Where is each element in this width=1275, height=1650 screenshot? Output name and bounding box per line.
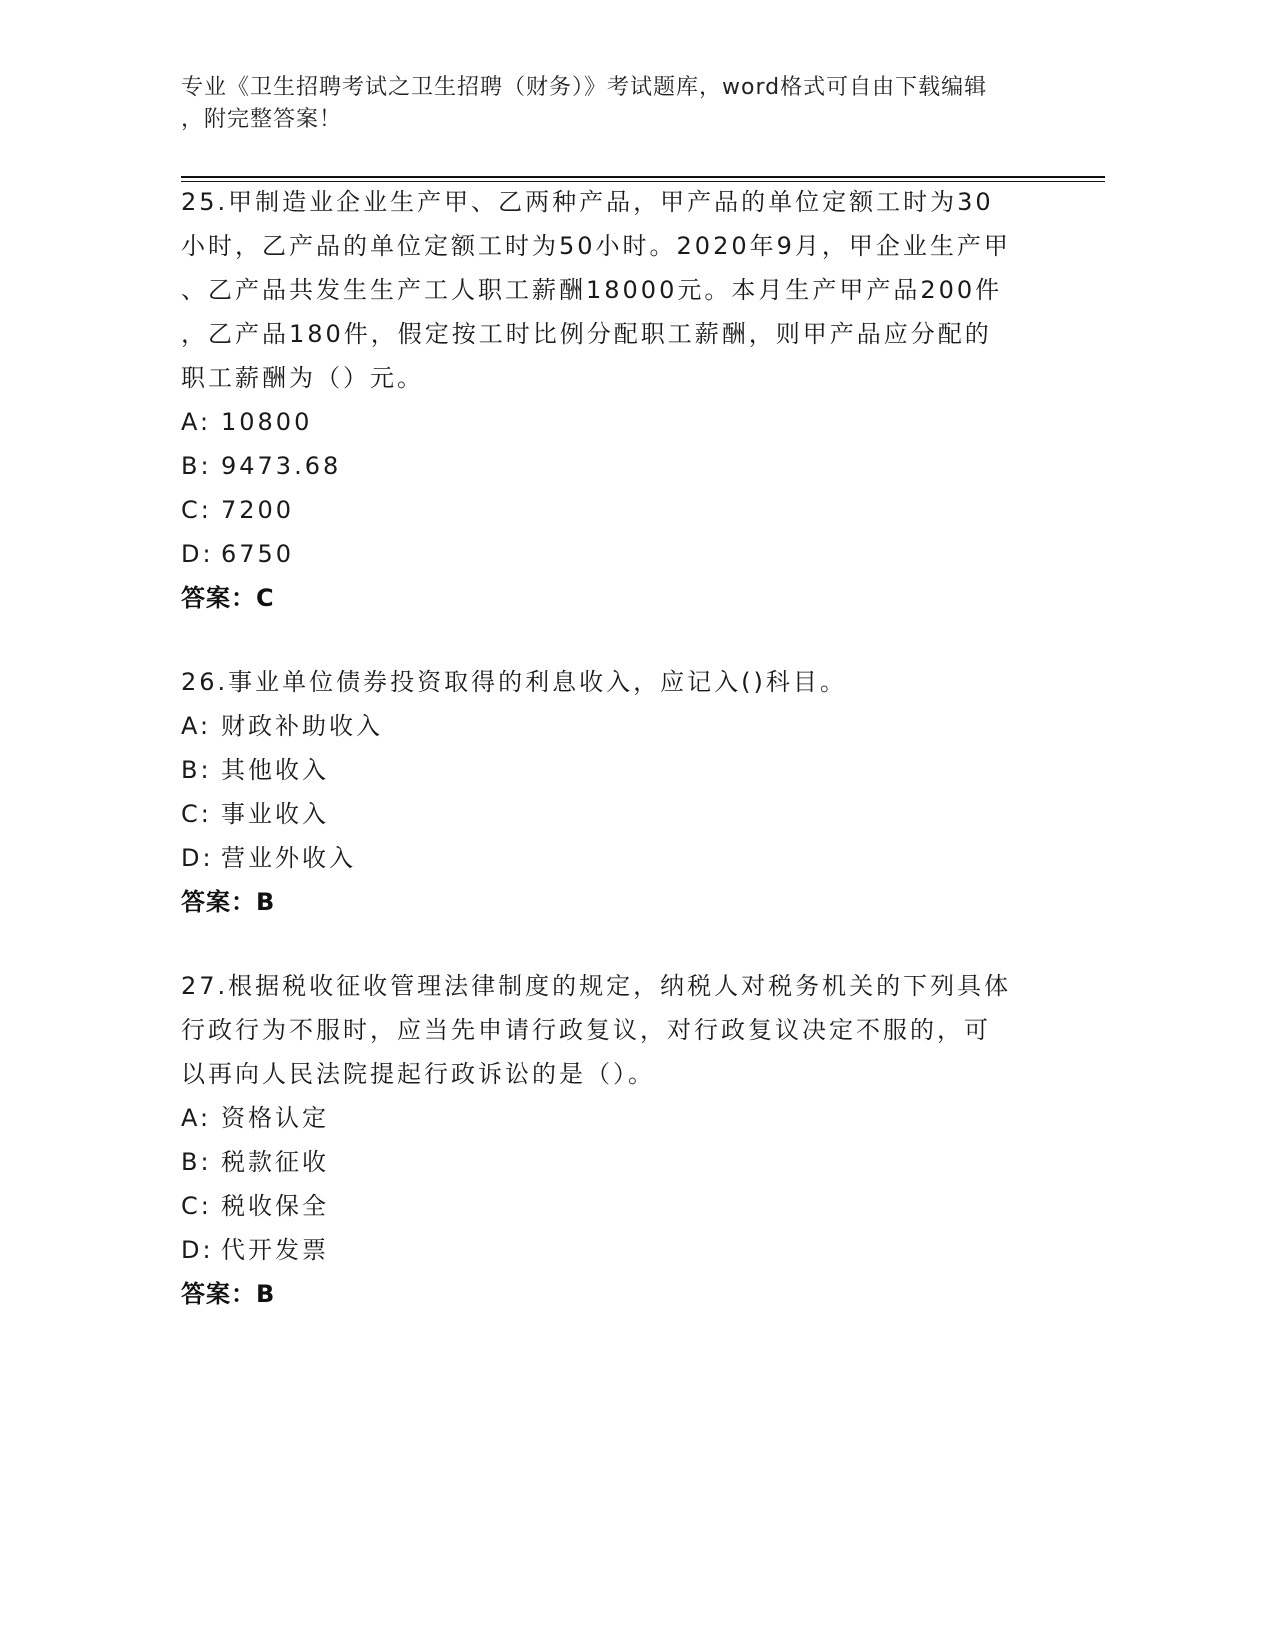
stem-line: 、乙产品共发生生产工人职工薪酬18000元。本月生产甲产品200件 (181, 276, 1003, 304)
answer-line: 答案：B (181, 1280, 276, 1308)
option-letter: D: (181, 540, 214, 568)
option-c (181, 488, 1041, 532)
option-text: 代开发票 (221, 1236, 329, 1264)
option-text: 其他收入 (221, 756, 329, 784)
option-d (181, 836, 1041, 880)
question-stem (181, 660, 1041, 704)
option-a (181, 1096, 1041, 1140)
option-d (181, 532, 1041, 576)
stem-line: 小时，乙产品的单位定额工时为50小时。2020年9月，甲企业生产甲 (181, 232, 1011, 260)
option-letter: C: (181, 1192, 212, 1220)
option-text: 税款征收 (221, 1148, 329, 1176)
option-text: 7200 (221, 496, 295, 524)
option-letter: B: (181, 756, 212, 784)
header-line-2: ，附完整答案！ (181, 107, 343, 132)
question-stem (181, 180, 1041, 400)
answer-line: 答案：B (181, 888, 276, 916)
option-letter: C: (181, 800, 212, 828)
header-divider-thick (181, 176, 1105, 178)
option-b (181, 444, 1041, 488)
stem-line: 行政行为不服时，应当先申请行政复议，对行政复议决定不服的，可 (181, 1016, 991, 1044)
question-27 (181, 964, 1041, 1316)
stem-line: ，乙产品180件，假定按工时比例分配职工薪酬，则甲产品应分配的 (181, 320, 992, 348)
option-text: 6750 (221, 540, 295, 568)
option-letter: D: (181, 1236, 214, 1264)
option-letter: A: (181, 408, 212, 436)
option-letter: A: (181, 712, 212, 740)
option-c (181, 1184, 1041, 1228)
question-stem (181, 964, 1041, 1096)
option-c (181, 792, 1041, 836)
stem-line: 27.根据税收征收管理法律制度的规定，纳税人对税务机关的下列具体 (181, 972, 1012, 1000)
option-text: 财政补助收入 (221, 712, 383, 740)
option-d (181, 1228, 1041, 1272)
option-letter: B: (181, 452, 212, 480)
stem-line: 职工薪酬为（）元。 (181, 364, 424, 392)
option-text: 营业外收入 (221, 844, 356, 872)
answer-line: 答案：C (181, 584, 275, 612)
option-b (181, 1140, 1041, 1184)
option-b (181, 748, 1041, 792)
option-text: 资格认定 (221, 1104, 329, 1132)
document-header (181, 72, 1041, 136)
option-text: 9473.68 (221, 452, 342, 480)
stem-line: 25.甲制造业企业生产甲、乙两种产品，甲产品的单位定额工时为30 (181, 188, 994, 216)
header-line-1: 专业《卫生招聘考试之卫生招聘（财务）》考试题库，word格式可自由下载编辑 (181, 75, 988, 100)
option-text: 税收保全 (221, 1192, 329, 1220)
option-letter: C: (181, 496, 212, 524)
option-text: 事业收入 (221, 800, 329, 828)
question-26 (181, 660, 1041, 924)
stem-line: 以再向人民法院提起行政诉讼的是（）。 (181, 1060, 655, 1088)
option-a (181, 704, 1041, 748)
option-a (181, 400, 1041, 444)
question-25 (181, 180, 1041, 620)
option-text: 10800 (221, 408, 313, 436)
stem-line: 26.事业单位债券投资取得的利息收入，应记入()科目。 (181, 668, 847, 696)
option-letter: B: (181, 1148, 212, 1176)
option-letter: D: (181, 844, 214, 872)
option-letter: A: (181, 1104, 212, 1132)
